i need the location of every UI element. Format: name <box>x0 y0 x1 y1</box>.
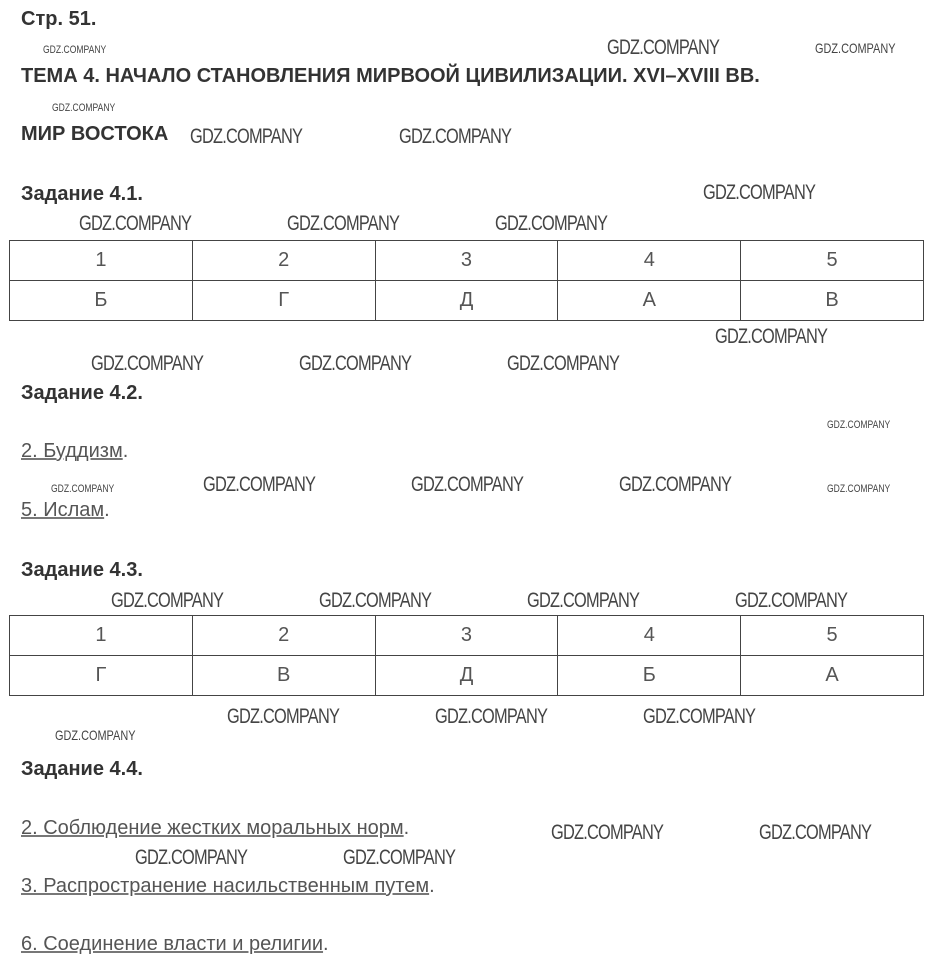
watermark: GDZ.COMPANY <box>319 589 432 612</box>
table-answer-row <box>10 281 924 321</box>
task-4-4-title: Задание 4.4. <box>21 758 143 780</box>
watermark: GDZ.COMPANY <box>203 473 316 496</box>
watermark: GDZ.COMPANY <box>827 419 891 431</box>
watermark: GDZ.COMPANY <box>55 727 136 743</box>
table-cell: 1 <box>10 241 193 281</box>
watermark: GDZ.COMPANY <box>111 589 224 612</box>
table-cell: Д <box>375 656 558 696</box>
watermark: GDZ.COMPANY <box>619 473 732 496</box>
watermark: GDZ.COMPANY <box>715 325 828 348</box>
task-4-3-table <box>9 615 924 696</box>
table-cell: Г <box>10 656 193 696</box>
table-cell: А <box>558 281 741 321</box>
watermark: GDZ.COMPANY <box>79 212 192 235</box>
table-cell: В <box>192 656 375 696</box>
watermark: GDZ.COMPANY <box>507 352 620 375</box>
table-cell: 3 <box>375 241 558 281</box>
watermark: GDZ.COMPANY <box>815 40 896 56</box>
task-4-1-title: Задание 4.1. <box>21 183 143 205</box>
table-cell: 4 <box>558 616 741 656</box>
table-cell: 4 <box>558 241 741 281</box>
table-cell: 5 <box>741 241 924 281</box>
answer-item: 6. Соединение власти и религии. <box>21 933 329 955</box>
table-cell: 2 <box>192 241 375 281</box>
watermark: GDZ.COMPANY <box>495 212 608 235</box>
task-4-1-table <box>9 240 924 321</box>
watermark: GDZ.COMPANY <box>399 125 512 148</box>
table-cell: В <box>741 281 924 321</box>
task-4-3-title: Задание 4.3. <box>21 559 143 581</box>
watermark: GDZ.COMPANY <box>299 352 412 375</box>
watermark: GDZ.COMPANY <box>52 102 116 114</box>
table-cell: Г <box>192 281 375 321</box>
table-header-row <box>10 241 924 281</box>
watermark: GDZ.COMPANY <box>527 589 640 612</box>
section-title: МИР ВОСТОКА <box>21 123 169 145</box>
watermark: GDZ.COMPANY <box>411 473 524 496</box>
watermark: GDZ.COMPANY <box>227 705 340 728</box>
table-cell: Д <box>375 281 558 321</box>
watermark: GDZ.COMPANY <box>91 352 204 375</box>
watermark: GDZ.COMPANY <box>607 36 720 59</box>
table-answer-row <box>10 656 924 696</box>
watermark: GDZ.COMPANY <box>827 483 891 495</box>
watermark: GDZ.COMPANY <box>43 44 107 56</box>
watermark: GDZ.COMPANY <box>703 181 816 204</box>
answer-item: 2. Соблюдение жестких моральных норм. <box>21 817 410 839</box>
topic-title: ТЕМА 4. НАЧАЛО СТАНОВЛЕНИЯ МИРВООЙ ЦИВИЛИЗАЦИИ. XVI–XVIII ВВ. <box>21 65 760 87</box>
watermark: GDZ.COMPANY <box>551 821 664 844</box>
answer-item: 3. Распространение насильственным путем. <box>21 875 435 897</box>
table-cell: Б <box>10 281 193 321</box>
table-cell: 3 <box>375 616 558 656</box>
answer-item: 5. Ислам. <box>21 499 110 521</box>
task-4-2-title: Задание 4.2. <box>21 382 143 404</box>
watermark: GDZ.COMPANY <box>135 846 248 869</box>
watermark: GDZ.COMPANY <box>287 212 400 235</box>
watermark: GDZ.COMPANY <box>190 125 303 148</box>
watermark: GDZ.COMPANY <box>759 821 872 844</box>
watermark: GDZ.COMPANY <box>735 589 848 612</box>
table-cell: Б <box>558 656 741 696</box>
watermark: GDZ.COMPANY <box>643 705 756 728</box>
table-cell: 1 <box>10 616 193 656</box>
table-cell: 2 <box>192 616 375 656</box>
watermark: GDZ.COMPANY <box>51 483 115 495</box>
answer-item: 2. Буддизм. <box>21 440 129 462</box>
table-cell: А <box>741 656 924 696</box>
table-cell: 5 <box>741 616 924 656</box>
watermark: GDZ.COMPANY <box>435 705 548 728</box>
watermark: GDZ.COMPANY <box>343 846 456 869</box>
page-number: Стр. 51. <box>21 8 97 30</box>
table-header-row <box>10 616 924 656</box>
